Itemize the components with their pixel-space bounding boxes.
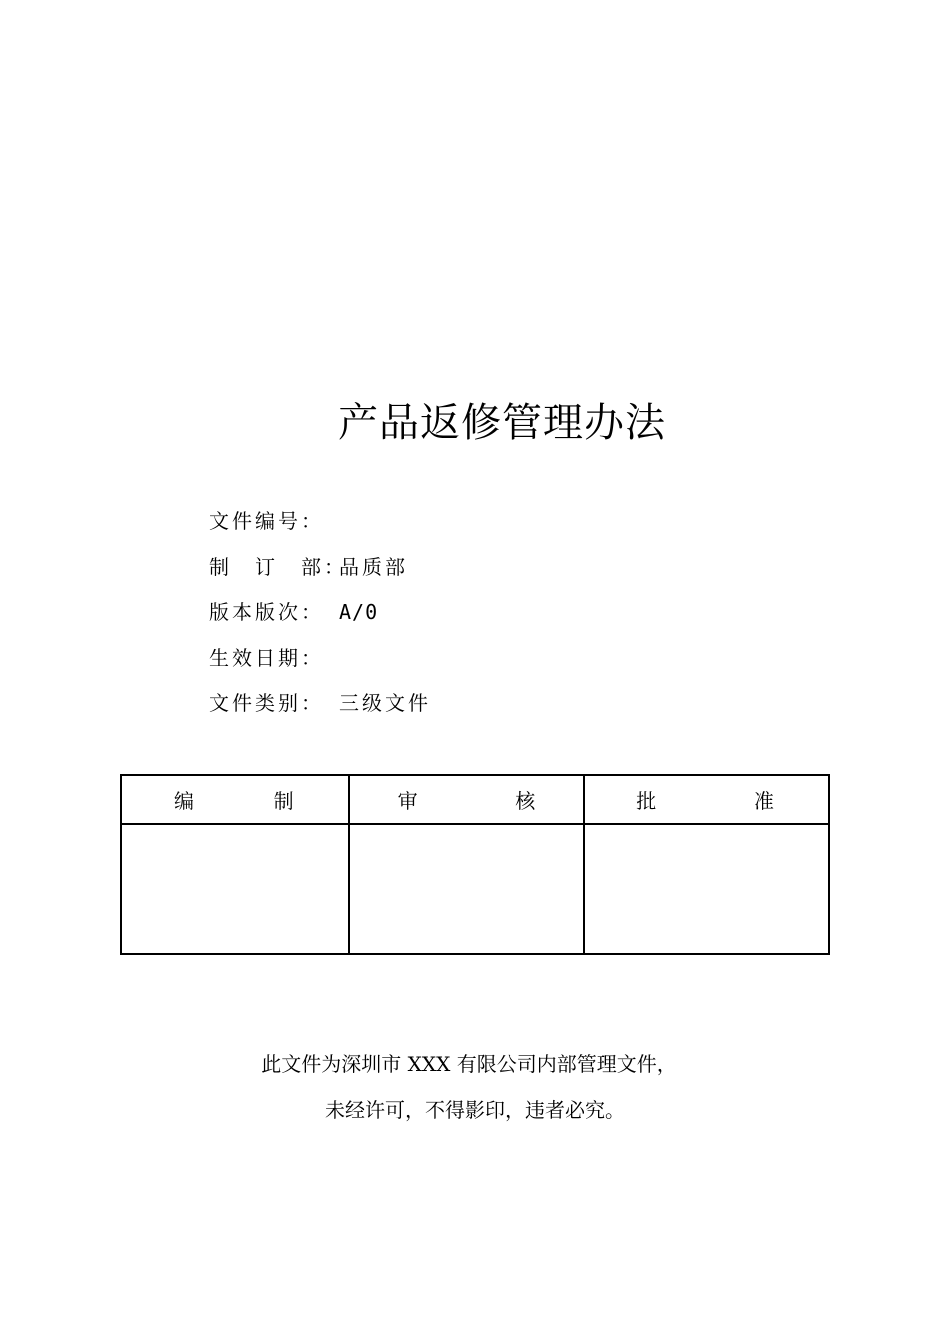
header-char: 制	[273, 789, 294, 813]
signature-cell-compiled	[121, 824, 349, 954]
info-value: 品质部	[339, 554, 408, 579]
header-char: 审	[397, 789, 418, 813]
header-char: 核	[515, 789, 536, 813]
info-label: 生效日期：	[209, 645, 324, 670]
approval-table	[120, 774, 830, 955]
header-char: 准	[754, 789, 774, 813]
document-info-block	[209, 506, 431, 734]
info-row-file-number	[209, 506, 431, 552]
confidential-notice-line2: 未经许可，不得影印，违者必究。	[325, 1098, 625, 1122]
signature-cell-reviewed	[349, 824, 585, 954]
info-row-effective-date	[209, 643, 431, 689]
info-row-file-category	[209, 688, 431, 734]
confidential-notice-line1: 此文件为深圳市 XXX 有限公司内部管理文件，	[261, 1052, 677, 1076]
info-label: 文件类别：	[209, 691, 324, 715]
info-label: 文件编号：	[209, 509, 324, 533]
info-value: A/0	[339, 600, 379, 624]
signature-cell-approved	[584, 824, 829, 954]
header-reviewed	[349, 775, 585, 824]
info-row-department	[209, 552, 431, 598]
header-compiled	[121, 775, 349, 824]
header-approved	[584, 775, 829, 824]
document-title: 产品返修管理办法	[338, 399, 666, 446]
info-value: 三级文件	[339, 691, 431, 715]
header-char: 编	[174, 789, 194, 813]
approval-header-row	[121, 775, 829, 824]
info-label: 版本版次：	[209, 600, 324, 624]
info-row-version	[209, 597, 431, 643]
info-label: 制 订 部：	[209, 554, 347, 579]
header-char: 批	[636, 789, 657, 813]
approval-signature-row	[121, 824, 829, 954]
